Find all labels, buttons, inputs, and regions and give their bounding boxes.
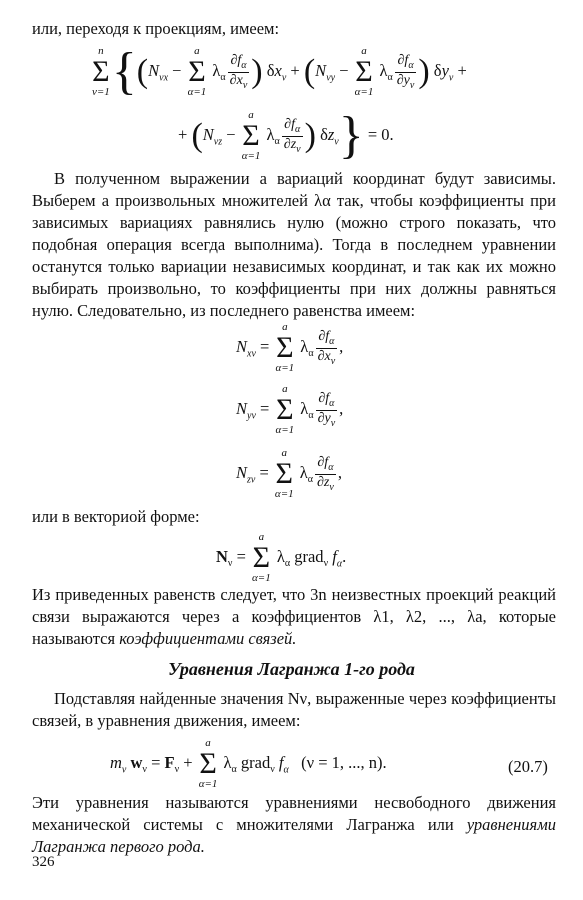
equation-virtual-work-line1: n Σ ν=1 {($N_{\nu x}$ − a Σ α=1 $\lambda_\alpha$ $\frac{\partial f_\alpha}{\partial x_\nu}$ ) $\delta x_\nu + (N_{\nu y}$ − a Σ α=1 $\lambda_\alpha$ $\frac{\partial f_\alpha}{\partial y_\nu}$ ) $\delta y_\nu$ + <box>92 43 467 100</box>
equation-Ny: $N_{y\nu}$ = a Σ α=1 $\lambda_\alpha$ $\frac{\partial f_\alpha}{\partial y_\nu}$ , <box>236 383 344 436</box>
term-lagrange-first-kind: уравнениями Лагранжа первого рода. <box>32 815 556 856</box>
equation-Nx: $N_{x\nu}$ = a Σ α=1 $\lambda_\alpha$ $\frac{\partial f_\alpha}{\partial x_\nu}$ , <box>236 321 344 374</box>
equation-lagrange-first-kind: $m_\nu$ $w_\nu = F_\nu$ + a Σ α=1 $\lambda_\alpha$ grad$_\nu$ $f_\alpha$ (ν = 1, ..., n). <box>110 737 387 790</box>
intro-text: или, переходя к проекциям, имеем: <box>32 19 280 38</box>
equation-number: (20.7) <box>508 757 548 776</box>
paragraph-substitution: Подставляя найденные значения Nν, выраженные через коэффициенты связей, в уравнения движения, имеем: <box>32 689 556 730</box>
paragraph-reaction-text: Из приведенных равенств следует, что 3n неизвестных проекций реакций связи выражаются через a коэффициентов λ1, λ2, ..., λa, которые называются <box>32 585 556 648</box>
paragraph-conclusion <box>32 792 556 858</box>
page-number: 326 <box>32 854 55 870</box>
vector-form-text: или в векториой форме: <box>32 507 200 526</box>
paragraph-conclusion-text: Эти уравнения называются уравнениями несвободного движения механической системы с множителями Лагранжа или <box>32 793 556 834</box>
equation-vector-form: $N_\nu$ = a Σ α=1 $\lambda_\alpha$ grad$_\nu$ $f_\alpha$. <box>216 531 347 584</box>
section-heading: Уравнения Лагранжа 1-го рода <box>168 659 415 679</box>
equation-virtual-work-line2: + ($N_{\nu z}$ − a Σ α=1 $\lambda_\alpha$ $\frac{\partial f_\alpha}{\partial z_\nu}$ ) $\delta z_\nu\} = 0$. <box>178 107 394 164</box>
paragraph-dependent-variations: В полученном выражении a вариаций координат будут зависимы. Выберем a произвольных множителей λα так, чтобы коэффициенты при зависимых вариациях равнялись нулю (можно строго показать, что подобная операция всегда выполнима). Тогда в последнем уравнении останутся только вариации независимых координат, и так как их можно выбирать произвольно, то коэффициенты при них должны равняться нулю. Следовательно, из последнего равенства имеем: <box>32 169 556 320</box>
paragraph-reaction-projections <box>32 584 556 650</box>
term-coefficients-of-constraints: коэффициентами связей. <box>119 629 297 648</box>
equation-condition: (ν = 1, ..., n). <box>301 752 387 772</box>
equation-Nz: $N_{z\nu}$ = a Σ α=1 $\lambda_\alpha$ $\frac{\partial f_\alpha}{\partial z_\nu}$ , <box>236 447 342 500</box>
